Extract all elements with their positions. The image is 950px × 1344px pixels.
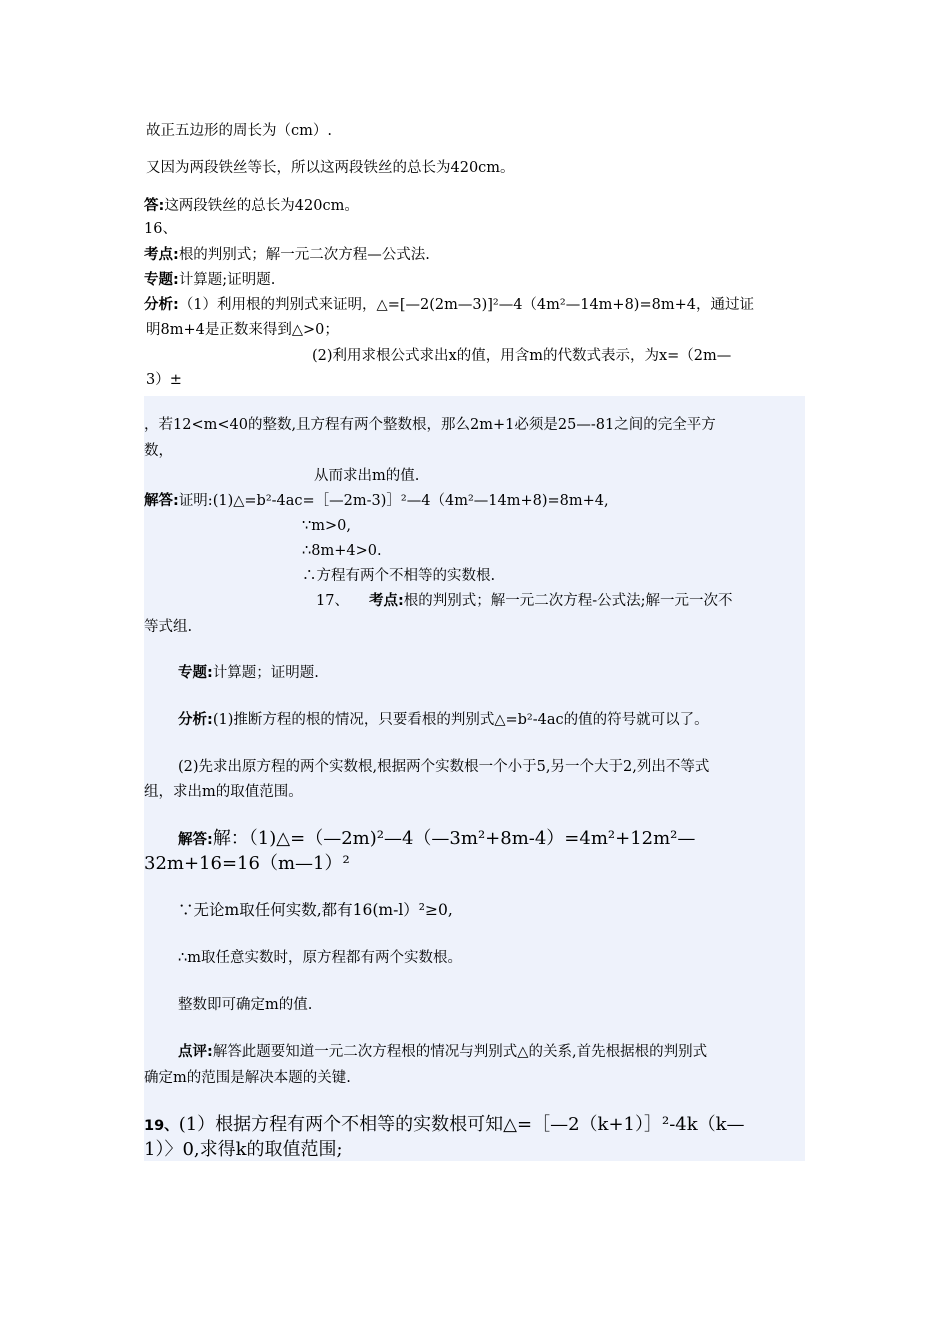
fenxi-text: （1）利用根的判别式来证明，△=[—2(2m—3)]²—4（4m²—14m+8)=8m+4，通过证 bbox=[178, 297, 754, 313]
kaodian-line bbox=[316, 591, 733, 611]
text-line: ∴8m+4>0. bbox=[302, 543, 382, 559]
question-19-text: (1）根据方程有两个不相等的实数根可知△=［—2（k+1）］²-4k（k— bbox=[178, 1114, 745, 1135]
text-line: 组，求出m的取值范围。 bbox=[144, 784, 303, 800]
label-zhuanti: 专题: bbox=[178, 665, 213, 681]
question-number: 17、 bbox=[316, 593, 349, 609]
kaodian-text: 根的判别式；解一元二次方程—公式法. bbox=[178, 247, 430, 263]
kaodian-line bbox=[144, 245, 430, 265]
text-line: (2)利用求根公式求出x的值，用含m的代数式表示，为x=（2m— bbox=[312, 348, 732, 364]
text-line: (2)先求出原方程的两个实数根,根据两个实数根一个小于5,另一个大于2,列出不等式 bbox=[178, 759, 710, 775]
zhuanti-line bbox=[178, 663, 319, 683]
dianping-text: 解答此题要知道一元二次方程根的情况与判别式△的关系,首先根据根的判别式 bbox=[212, 1044, 708, 1060]
label-dianping: 点评: bbox=[178, 1044, 213, 1060]
question-number: 19、 bbox=[144, 1118, 179, 1134]
text-line: 明8m+4是正数来得到△>0； bbox=[146, 322, 339, 338]
text-line: 确定m的范围是解决本题的关键. bbox=[144, 1070, 351, 1086]
text-line: ，若12<m<40的整数,且方程有两个整数根，那么2m+1必须是25—-81之间的完全平方 bbox=[144, 417, 716, 433]
text-line: 等式组. bbox=[144, 619, 193, 635]
zhuanti-line bbox=[144, 270, 275, 290]
text-line: ∴m取任意实数时，原方程都有两个实数根。 bbox=[178, 950, 462, 966]
answer-text: 这两段铁丝的总长为420cm。 bbox=[164, 198, 359, 214]
zhuanti-text: 计算题;证明题. bbox=[178, 272, 276, 288]
kaodian-text: 根的判别式；解一元二次方程-公式法;解一元一次不 bbox=[403, 593, 733, 609]
label-jieda: 解答: bbox=[178, 832, 213, 848]
text-line: ∵无论m取任何实数,都有16(m-l）²≥0, bbox=[178, 901, 453, 919]
text-line: 整数即可确定m的值. bbox=[178, 997, 313, 1013]
label-answer: 答: bbox=[144, 198, 165, 214]
text-line: ∵m>0, bbox=[302, 518, 351, 534]
label-fenxi: 分析: bbox=[178, 712, 213, 728]
text-line: 数， bbox=[144, 443, 173, 459]
zhuanti-text: 计算题；证明题. bbox=[212, 665, 319, 681]
fenxi-line bbox=[178, 710, 709, 730]
fenxi-text: (1)推断方程的根的情况，只要看根的判别式△=b²-4ac的值的符号就可以了。 bbox=[212, 712, 709, 728]
text-line: 从而求出m的值. bbox=[314, 468, 420, 484]
dianping-line bbox=[178, 1042, 707, 1062]
text-line: 32m+16=16（m—1）² bbox=[144, 853, 350, 874]
jieda-text: 解：（1)△=（—2m)²—4（—3m²+8m-4）=4m²+12m²— bbox=[212, 828, 696, 849]
jieda-line bbox=[144, 491, 609, 511]
fenxi-line bbox=[144, 295, 754, 315]
text-line: 1）〉0,求得k的取值范围; bbox=[144, 1139, 343, 1160]
label-jieda: 解答: bbox=[144, 493, 179, 509]
label-fenxi: 分析: bbox=[144, 297, 179, 313]
question-number: 16、 bbox=[144, 221, 177, 237]
text-line: ∴方程有两个不相等的实数根. bbox=[302, 568, 496, 584]
answer-line bbox=[144, 196, 359, 216]
text-line: 故正五边形的周长为（cm）. bbox=[146, 123, 332, 139]
question-19-line bbox=[144, 1114, 745, 1137]
text-line: 又因为两段铁丝等长，所以这两段铁丝的总长为420cm。 bbox=[146, 160, 515, 176]
jieda-text: 证明:(1)△=b²-4ac=［—2m-3)］²—4（4m²—14m+8)=8m+4, bbox=[178, 493, 609, 509]
jieda-line bbox=[178, 828, 695, 851]
label-kaodian: 考点: bbox=[368, 593, 404, 609]
label-kaodian: 考点: bbox=[144, 247, 179, 263]
label-zhuanti: 专题: bbox=[144, 272, 179, 288]
text-line: 3）± bbox=[146, 372, 182, 388]
